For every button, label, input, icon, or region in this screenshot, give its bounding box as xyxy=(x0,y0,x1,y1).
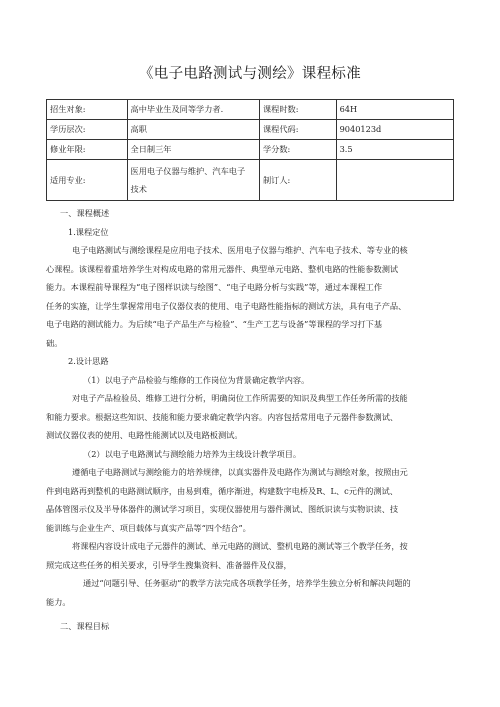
paragraph-line: 件到电路再到整机的电路测试顺序，由易到难，循序渐进，构建数字电桥及R、L、c元件的测试、 xyxy=(46,485,398,496)
paragraph-line: 能力。本课程前导课程为“电子图样识读与绘图”、“电子电路分析与实践”等，通过本课程工作 xyxy=(46,282,383,292)
value-cell: 64H xyxy=(336,100,453,120)
label-cell: 课程时数: xyxy=(259,100,336,120)
value-cell: 高职 xyxy=(127,120,259,140)
paragraph-line: 测试仪器仪表的使用、电路性能测试以及电路板测试。 xyxy=(46,430,243,440)
paragraph-line: 遵循电子电路测试与测绘能力的培养规律，以真实器件及电路作为测试与测绘对象，按照由元 xyxy=(72,467,408,477)
paragraph-line: 能力。 xyxy=(46,596,71,607)
section-heading: 一、课程概述 xyxy=(60,208,110,218)
table-row xyxy=(47,140,454,160)
item-heading: （2）以电子电路测试与测绘能力培养为主线设计教学项目。 xyxy=(83,448,302,459)
paragraph-line: 心课程。该课程着重培养学生对构成电路的常用元器件、典型单元电路、整机电路的性能参数测试 xyxy=(46,263,399,274)
paragraph-line: 任务的实施，让学生掌握常用电子仪器仪表的使用、电子电路性能指标的测试方法，具有电子产品、 xyxy=(46,300,407,311)
paragraph-line: 电子电路测试与测绘课程是应用电子技术、医用电子仪器与维护、汽车电子技术、等专业的核 xyxy=(72,245,408,255)
label-cell: 制订人: xyxy=(259,160,336,201)
document-body xyxy=(46,204,458,636)
section-heading: 二、课程目标 xyxy=(60,621,110,631)
course-info-table xyxy=(46,99,454,201)
paragraph-line: 将课程内容设计成电子元器件的测试、单元电路的测试、整机电路的测试等三个教学任务，按 xyxy=(72,541,408,551)
value-line: 技术 xyxy=(130,184,147,194)
value-cell: 全日制三年 xyxy=(127,140,259,160)
value-cell: 3.5 xyxy=(336,140,453,160)
paragraph-line: 能训练与企业生产、项目载体与真实产品等“四个结合”。 xyxy=(46,522,251,533)
paragraph-line: 电子电路的测试能力。为后续“电子产品生产与检验”、“生产工艺与设备”等课程的学习打下基 xyxy=(46,319,383,329)
paragraph-line: 对电子产品检验员、维修工进行分析，明确岗位工作所需要的知识及典型工作任务所需的技能 xyxy=(72,393,408,403)
document-title: 《电子电路测试与测绘》课程标准 xyxy=(139,66,361,82)
value-cell: 高中毕业生及同等学力者. xyxy=(127,100,259,120)
table-row xyxy=(47,160,454,201)
value-line: 医用电子仪器与维护、汽车电子 xyxy=(130,166,246,176)
label-cell: 适用专业: xyxy=(47,160,128,201)
subsection-heading: 1.课程定位 xyxy=(68,226,109,237)
table-row xyxy=(47,100,454,120)
paragraph-line: 通过“问题引导、任务驱动”的教学方法完成各项教学任务，培养学生独立分析和解决问题的 xyxy=(83,578,411,588)
label-cell: 学历层次: xyxy=(47,120,128,140)
paragraph-line: 照完成这些任务的相关要求，引导学生搜集资料、准备器件及仪器， xyxy=(46,559,292,570)
label-cell: 修业年限: xyxy=(47,140,128,160)
subsection-heading: 2.设计思路 xyxy=(68,356,109,366)
label-cell: 学分数: xyxy=(259,140,336,160)
paragraph-line: 础。 xyxy=(46,337,63,348)
paragraph-line: 晶体管图示仪及半导体器件的测试学习项目，实现仪器使用与器件测试、图纸识读与实物识读、技 xyxy=(46,504,399,514)
label-cell: 招生对象: xyxy=(47,100,128,120)
value-cell xyxy=(127,160,259,201)
label-cell: 课程代码: xyxy=(259,120,336,140)
value-cell xyxy=(336,160,453,201)
paragraph-line: 和能力要求。根据这些知识、技能和能力要求确定教学内容。内容包括常用电子元器件参数测试、 xyxy=(46,411,399,422)
value-cell: 9040123d xyxy=(336,120,453,140)
table-row xyxy=(47,120,454,140)
item-heading: （1）以电子产品检验与维修的工作岗位为背景确定教学内容。 xyxy=(83,374,310,385)
